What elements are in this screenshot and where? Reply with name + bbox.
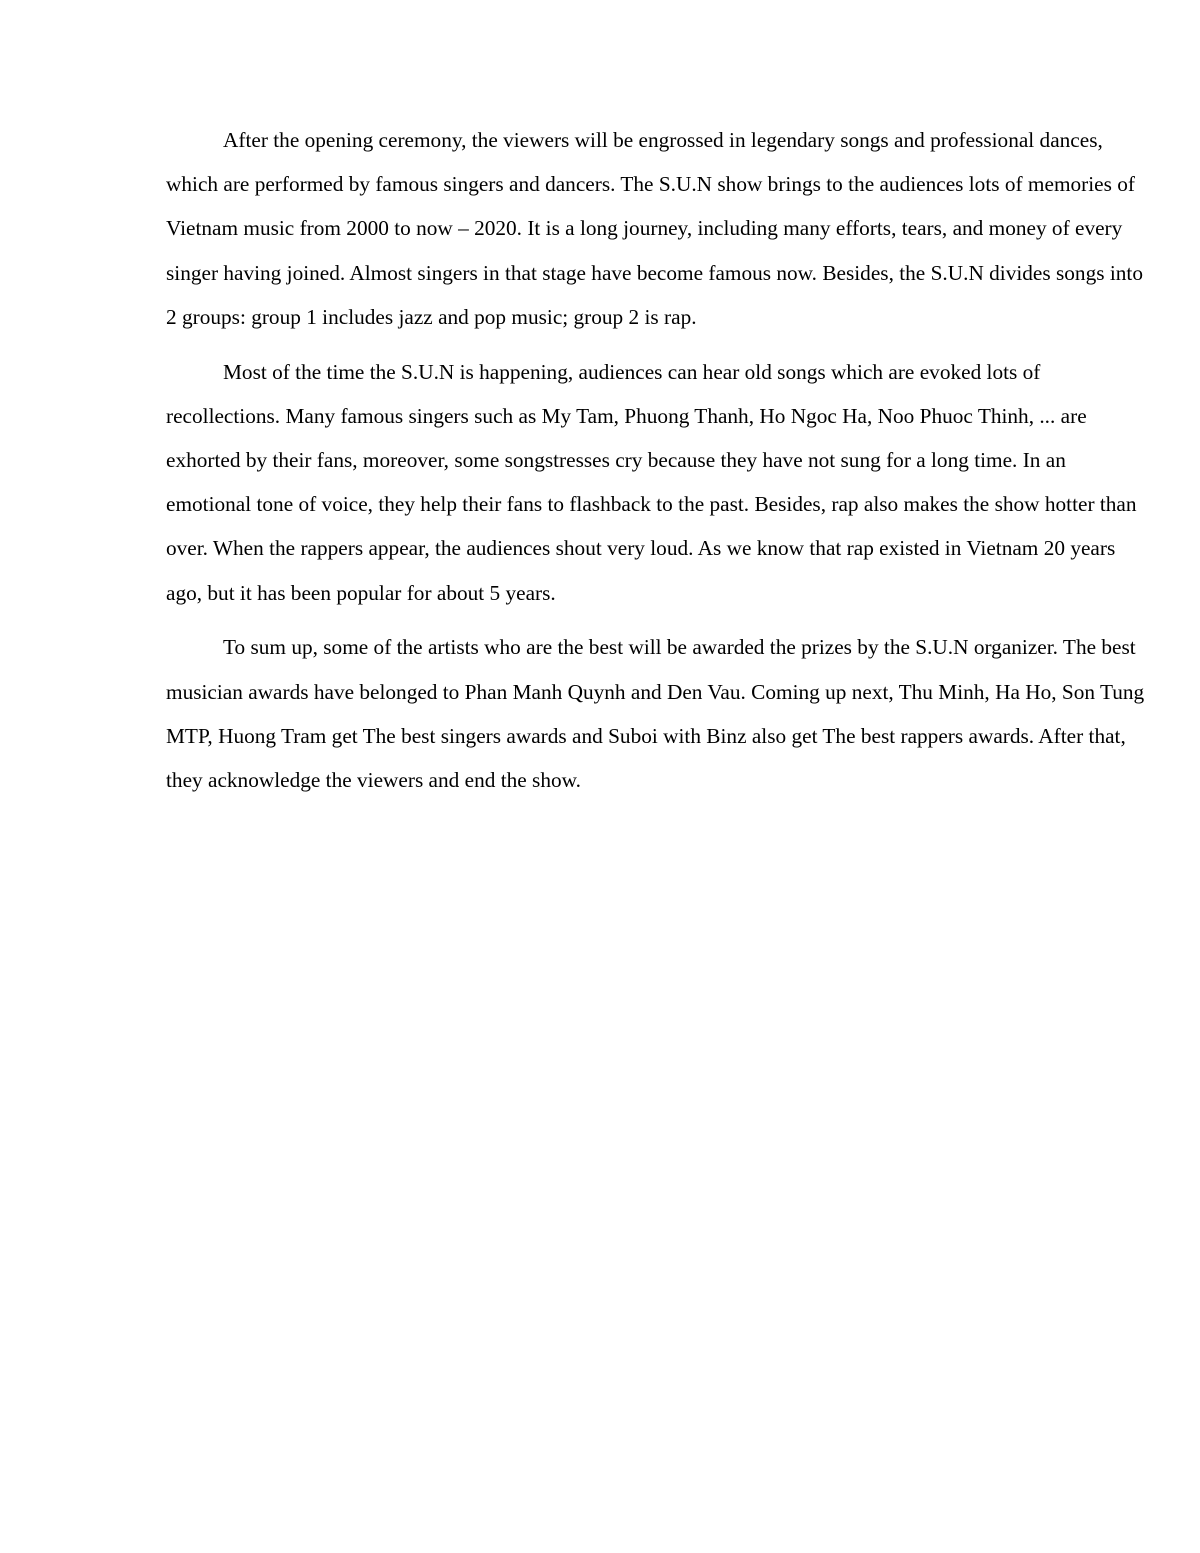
document-body: [166, 118, 1146, 813]
paragraph-opening: After the opening ceremony, the viewers will be engrossed in legendary songs and professional dances, which are performed by famous singers and dancers. The S.U.N show brings to the audiences lots of memories of Vietnam music from 2000 to now – 2020. It is a long journey, including many efforts, tears, and money of every singer having joined. Almost singers in that stage have become famous now. Besides, the S.U.N divides songs into 2 groups: group 1 includes jazz and pop music; group 2 is rap.: [166, 128, 1143, 329]
paragraph-awards: To sum up, some of the artists who are the best will be awarded the prizes by the S.U.N organizer. The best musician awards have belonged to Phan Manh Quynh and Den Vau. Coming up next, Thu Minh, Ha Ho, Son Tung MTP, Huong Tram get The best singers awards and Suboi with Binz also get The best rappers awards. After that, they acknowledge the viewers and end the show.: [166, 635, 1145, 793]
paragraph-old-songs: Most of the time the S.U.N is happening, audiences can hear old songs which are evoked lots of recollections. Many famous singers such as My Tam, Phuong Thanh, Ho Ngoc Ha, Noo Phuoc Thinh, ... are exhorted by their fans, moreover, some songstresses cry because they have not sung for a long time. In an emotional tone of voice, they help their fans to flashback to the past. Besides, rap also makes the show hotter than over. When the rappers appear, the audiences shout very loud. As we know that rap existed in Vietnam 20 years ago, but it has been popular for about 5 years.: [166, 359, 1137, 605]
